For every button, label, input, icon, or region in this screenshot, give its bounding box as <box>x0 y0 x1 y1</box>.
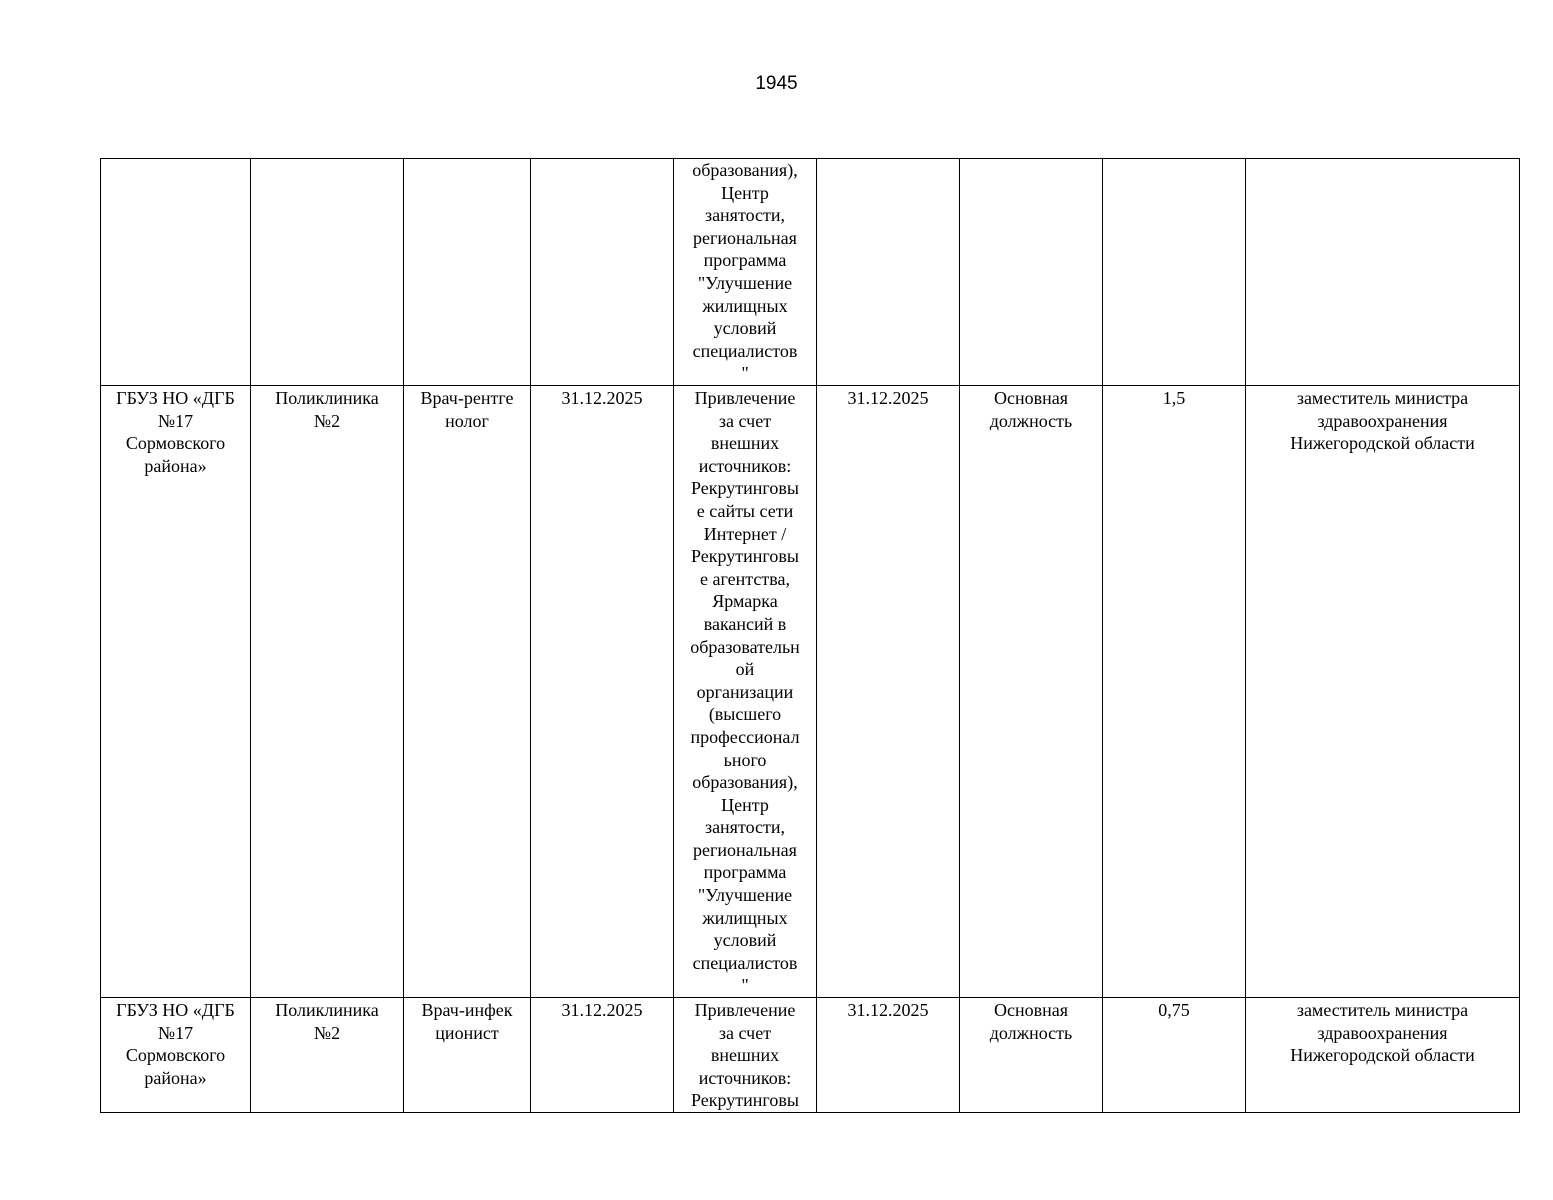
vacancy-table <box>100 158 1520 1113</box>
table-row <box>101 386 1520 998</box>
table-cell-deadline: 31.12.2025 <box>817 386 960 998</box>
table-cell-subdivision: Поликлиника №2 <box>251 998 404 1113</box>
table-cell-position <box>404 159 531 386</box>
table-cell-position-type: Основная должность <box>960 998 1103 1113</box>
table-cell-rate: 0,75 <box>1103 998 1246 1113</box>
table-cell-position-type <box>960 159 1103 386</box>
table-cell-subdivision: Поликлиника №2 <box>251 386 404 998</box>
table-cell-date: 31.12.2025 <box>531 998 674 1113</box>
table-cell-position: Врач-инфек ционист <box>404 998 531 1113</box>
table-cell-responsible: заместитель министра здравоохранения Нижегородской области <box>1246 386 1520 998</box>
table-cell-rate: 1,5 <box>1103 386 1246 998</box>
table-row <box>101 998 1520 1113</box>
table-row <box>101 159 1520 386</box>
table-cell-date <box>531 159 674 386</box>
page-number: 1945 <box>755 73 798 94</box>
table-cell-position: Врач-рентге нолог <box>404 386 531 998</box>
table-cell-measures: образования), Центр занятости, региональная программа "Улучшение жилищных условий специалистов " <box>674 159 817 386</box>
table-cell-rate <box>1103 159 1246 386</box>
table-cell-position-type: Основная должность <box>960 386 1103 998</box>
table-cell-responsible <box>1246 159 1520 386</box>
table-cell-organization: ГБУЗ НО «ДГБ №17 Сормовского района» <box>101 386 251 998</box>
table-cell-subdivision <box>251 159 404 386</box>
table-cell-measures: Привлечение за счет внешних источников: Рекрутинговы е сайты сети Интернет / Рекрутинговы е агентства, Ярмарка вакансий в образовательн ой организации (высшего профессионал ьного образования), Центр занятости, региональная программа "Улучшение жилищных условий специалистов " <box>674 386 817 998</box>
table-cell-measures: Привлечение за счет внешних источников: Рекрутинговы <box>674 998 817 1113</box>
table-cell-deadline <box>817 159 960 386</box>
table-cell-date: 31.12.2025 <box>531 386 674 998</box>
table-cell-organization: ГБУЗ НО «ДГБ №17 Сормовского района» <box>101 998 251 1113</box>
table-cell-responsible: заместитель министра здравоохранения Нижегородской области <box>1246 998 1520 1113</box>
table-cell-organization <box>101 159 251 386</box>
table-cell-deadline: 31.12.2025 <box>817 998 960 1113</box>
